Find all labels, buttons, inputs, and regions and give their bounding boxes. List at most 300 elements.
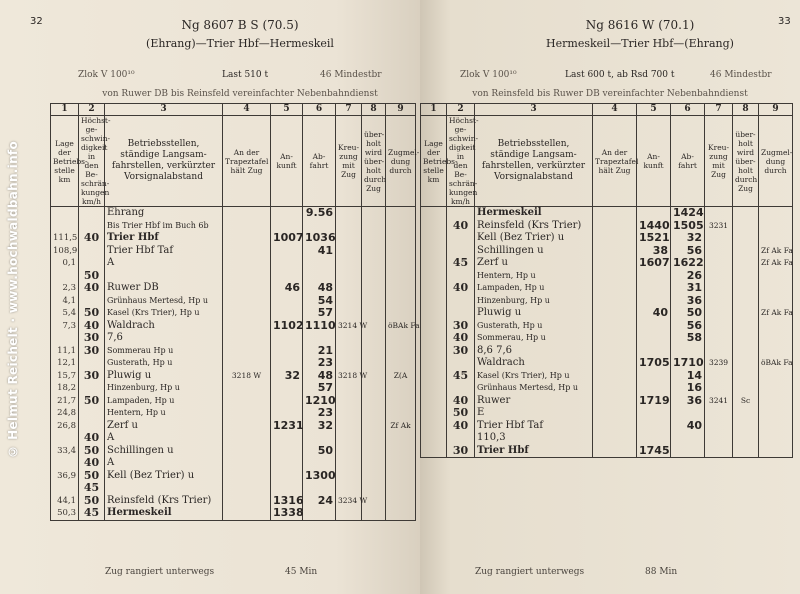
arrival-cell [637,332,671,345]
arrival-cell [637,432,671,445]
speed-cell [79,245,105,258]
crossing-cell [705,270,733,283]
station-cell: Sommerau, Hp u [475,332,593,345]
crossing-cell [705,420,733,433]
report-cell [759,282,793,295]
station-cell: Ruwer [475,395,593,408]
crossing-cell [705,370,733,383]
station-cell: Kell (Bez Trier) u [475,232,593,245]
km-cell [421,332,447,345]
arrival-cell [637,270,671,283]
departure-cell: 54 [303,295,336,308]
km-cell [421,370,447,383]
trapeze-cell [593,207,637,220]
arrival-cell [271,445,303,458]
speed-cell: 40 [447,420,475,433]
station-cell: Lampaden, Hp u [475,282,593,295]
column-header: Ab-fahrt [303,116,336,207]
arrival-cell: 1007 [271,232,303,245]
arrival-cell: 1719 [637,395,671,408]
arrival-cell [271,357,303,370]
trapeze-cell [593,382,637,395]
km-cell [421,245,447,258]
km-cell: 2,3 [51,282,79,295]
crossing-cell [336,445,362,458]
departure-cell: 48 [303,370,336,383]
report-cell [386,407,416,420]
report-cell [386,282,416,295]
trapeze-cell [223,295,271,308]
trapeze-cell [223,320,271,333]
speed-cell [447,307,475,320]
overtake-cell [733,432,759,445]
speed-cell [447,295,475,308]
overtake-cell [733,320,759,333]
column-number: 6 [303,104,336,116]
departure-cell: 36 [671,295,705,308]
arrival-cell [271,407,303,420]
report-cell [386,207,416,220]
overtake-cell [733,282,759,295]
station-cell: 8,6 7,6 [475,345,593,358]
column-header: Lage der Betriebs-stelle km [51,116,79,207]
table-row [421,307,793,320]
station-cell: Schillingen u [105,445,223,458]
km-cell: 4,1 [51,295,79,308]
km-cell: 15,7 [51,370,79,383]
page-number: 32 [30,16,43,27]
departure-cell: 9.56 [303,207,336,220]
departure-cell: 41 [303,245,336,258]
departure-cell: 21 [303,345,336,358]
km-cell [421,232,447,245]
column-header: über-holt wird über-holt durch Zug [362,116,386,207]
brake-percent: 46 Mindestbr [710,70,772,80]
station-cell: Trier Hbf Taf [475,420,593,433]
overtake-cell [362,482,386,495]
service-note: von Ruwer DB bis Reinsfeld vereinfachter Nebenbahndienst [102,89,378,99]
trapeze-cell [593,345,637,358]
table-row [421,432,793,445]
table-row [51,382,416,395]
report-cell: Zf Ak Fa [759,245,793,258]
speed-cell: 40 [79,457,105,470]
overtake-cell [362,470,386,483]
right-page [420,0,800,594]
arrival-cell: 40 [637,307,671,320]
speed-cell: 30 [79,332,105,345]
column-header: An-kunft [271,116,303,207]
station-cell: Reinsfeld (Krs Trier) [105,495,223,508]
crossing-cell [336,407,362,420]
station-cell: Zerf u [475,257,593,270]
watermark [4,10,22,590]
km-cell [421,295,447,308]
km-cell [421,407,447,420]
overtake-cell [733,420,759,433]
trapeze-cell [593,307,637,320]
speed-cell: 40 [447,332,475,345]
km-cell: 18,2 [51,382,79,395]
column-number: 4 [593,104,637,116]
station-cell: Hermeskeil [105,507,223,520]
column-number: 1 [421,104,447,116]
crossing-cell [336,257,362,270]
crossing-cell [336,220,362,233]
report-cell [386,445,416,458]
departure-cell: 1424 [671,207,705,220]
column-number-row [421,104,793,116]
trapeze-cell [593,445,637,458]
train-title: Ng 8616 W (70.1) [585,18,695,32]
report-cell [386,357,416,370]
km-cell: 36,9 [51,470,79,483]
table-row [421,407,793,420]
column-number: 6 [671,104,705,116]
station-cell: Gusterath, Hp u [475,320,593,333]
overtake-cell [733,370,759,383]
report-cell [759,395,793,408]
km-cell: 0,1 [51,257,79,270]
station-cell: Zerf u [105,420,223,433]
speed-cell [79,357,105,370]
table-row [421,270,793,283]
station-cell: Kell (Bez Trier) u [105,470,223,483]
table-row [421,207,793,220]
overtake-cell [733,332,759,345]
footer-note: Zug rangiert unterwegs [105,567,215,577]
km-cell [421,420,447,433]
overtake-cell [362,345,386,358]
km-cell: 5,4 [51,307,79,320]
speed-cell: 40 [79,320,105,333]
overtake-cell [733,445,759,458]
station-cell: Hermeskeil [475,207,593,220]
overtake-cell [362,282,386,295]
table-row [51,495,416,508]
km-cell: 7,3 [51,320,79,333]
column-number: 4 [223,104,271,116]
crossing-cell [705,407,733,420]
speed-cell: 45 [447,257,475,270]
timetable-right [420,103,793,458]
speed-cell: 50 [79,495,105,508]
column-number: 5 [271,104,303,116]
arrival-cell [637,370,671,383]
trapeze-cell [223,457,271,470]
trapeze-cell [223,332,271,345]
crossing-cell [336,420,362,433]
departure-cell: 23 [303,357,336,370]
km-cell: 26,8 [51,420,79,433]
departure-cell [303,507,336,520]
brake-percent: 46 Mindestbr [320,70,382,80]
station-cell: Pluwig u [105,370,223,383]
speed-cell: 50 [79,470,105,483]
station-cell: Hentern, Hp u [105,407,223,420]
report-cell [386,220,416,233]
trapeze-cell [593,232,637,245]
column-number: 9 [386,104,416,116]
report-cell [759,345,793,358]
column-header: Zugmel-dung durch [759,116,793,207]
report-cell [386,232,416,245]
arrival-cell [271,395,303,408]
departure-cell: 56 [671,320,705,333]
report-cell [386,332,416,345]
trapeze-cell [223,432,271,445]
station-cell: Trier Hbf [105,232,223,245]
arrival-cell: 1338 [271,507,303,520]
train-title: Ng 8607 B S (70.5) [181,18,299,32]
speed-cell: 30 [447,345,475,358]
km-cell: 33,4 [51,445,79,458]
speed-cell: 40 [79,232,105,245]
crossing-cell [705,282,733,295]
trapeze-cell [593,257,637,270]
km-cell [51,270,79,283]
overtake-cell [733,345,759,358]
overtake-cell: Sc [733,395,759,408]
table-row [51,482,416,495]
crossing-cell [336,357,362,370]
column-number-row [51,104,416,116]
overtake-cell [362,295,386,308]
arrival-cell [271,332,303,345]
crossing-cell [336,432,362,445]
crossing-cell [336,507,362,520]
column-header: Betriebsstellen, ständige Langsam-fahrstellen, verkürzter Vorsignalabstand [105,116,223,207]
km-cell: 12,1 [51,357,79,370]
report-cell [386,270,416,283]
crossing-cell [705,332,733,345]
trapeze-cell [223,232,271,245]
speed-cell: 40 [447,282,475,295]
column-header: Kreu-zung mit Zug [705,116,733,207]
report-cell [386,382,416,395]
arrival-cell [637,420,671,433]
footer-time: 88 Min [645,567,678,577]
table-row [51,370,416,383]
crossing-cell: 3218 W [336,370,362,383]
page-number: 33 [778,16,791,27]
station-cell: Pluwig u [475,307,593,320]
crossing-cell [705,382,733,395]
station-cell [105,270,223,283]
trapeze-cell [593,420,637,433]
report-cell [759,432,793,445]
crossing-cell [705,307,733,320]
arrival-cell: 1607 [637,257,671,270]
crossing-cell: 3214 W [336,320,362,333]
load: Last 510 t [222,70,269,80]
report-cell [759,382,793,395]
column-header: Lage der Betriebs-stelle km [421,116,447,207]
crossing-cell [336,382,362,395]
trapeze-cell [223,382,271,395]
station-cell: A [105,257,223,270]
report-cell: öBAk Fa [386,320,416,333]
column-header: Höchst-ge-schwin-digkeit in den Be-schrän-kungen km/h [447,116,475,207]
departure-cell: 1110 [303,320,336,333]
table-row [51,232,416,245]
trapeze-cell [593,432,637,445]
table-row [421,395,793,408]
station-cell: Trier Hbf Taf [105,245,223,258]
station-cell: Lampaden, Hp u [105,395,223,408]
station-cell: A [105,432,223,445]
speed-cell [79,207,105,220]
trapeze-cell [593,332,637,345]
crossing-cell [336,232,362,245]
departure-cell: 23 [303,407,336,420]
departure-cell: 58 [671,332,705,345]
table-row [51,345,416,358]
km-cell [421,357,447,370]
crossing-cell [705,432,733,445]
report-cell: Zf Ak Fa [759,257,793,270]
report-cell [386,257,416,270]
overtake-cell [733,407,759,420]
departure-cell [303,332,336,345]
report-cell [386,457,416,470]
departure-cell [671,445,705,458]
table-row [421,295,793,308]
crossing-cell [705,232,733,245]
column-number: 3 [475,104,593,116]
arrival-cell [637,320,671,333]
arrival-cell [637,407,671,420]
overtake-cell [733,220,759,233]
crossing-cell [336,245,362,258]
station-cell: Hinzenburg, Hp u [475,295,593,308]
crossing-cell [336,295,362,308]
table-row [421,320,793,333]
crossing-cell [336,345,362,358]
column-number: 1 [51,104,79,116]
crossing-cell [705,207,733,220]
station-cell: E [475,407,593,420]
trapeze-cell [223,495,271,508]
speed-cell: 40 [447,220,475,233]
report-cell [759,320,793,333]
trapeze-cell [593,282,637,295]
station-cell: Grünhaus Mertesd, Hp u [105,295,223,308]
report-cell [386,345,416,358]
departure-cell [671,407,705,420]
table-row [421,332,793,345]
station-cell: Trier Hbf [475,445,593,458]
departure-cell: 32 [671,232,705,245]
station-cell: 7,6 [105,332,223,345]
km-cell: 50,3 [51,507,79,520]
departure-cell: 32 [303,420,336,433]
table-row [421,382,793,395]
speed-cell [447,382,475,395]
speed-cell [79,382,105,395]
column-header: An der Trapeztafel hält Zug [223,116,271,207]
trapeze-cell [593,407,637,420]
column-header: Betriebsstellen, ständige Langsam-fahrstellen, verkürzter Vorsignalabstand [475,116,593,207]
station-cell: Hentern, Hp u [475,270,593,283]
arrival-cell: 1440 [637,220,671,233]
station-cell: Waldrach [475,357,593,370]
table-row [421,445,793,458]
report-cell [759,207,793,220]
column-number: 2 [447,104,475,116]
km-cell [421,445,447,458]
departure-cell [303,257,336,270]
column-number: 5 [637,104,671,116]
overtake-cell [362,257,386,270]
station-cell: 110,3 [475,432,593,445]
arrival-cell: 1231 [271,420,303,433]
table-row [421,220,793,233]
overtake-cell [733,245,759,258]
trapeze-cell [223,395,271,408]
report-cell [759,270,793,283]
departure-cell: 57 [303,382,336,395]
report-cell [386,432,416,445]
trapeze-cell [593,370,637,383]
trapeze-cell [223,470,271,483]
station-cell: Ehrang [105,207,223,220]
arrival-cell [271,307,303,320]
arrival-cell [271,457,303,470]
speed-cell: 50 [79,395,105,408]
table-row [421,345,793,358]
table-row [421,232,793,245]
km-cell [421,207,447,220]
speed-cell: 30 [79,370,105,383]
trapeze-cell [223,507,271,520]
report-cell: öBAk Fa [759,357,793,370]
departure-cell: 1622 [671,257,705,270]
report-cell [386,295,416,308]
report-cell [759,420,793,433]
trapeze-cell [593,245,637,258]
km-cell [421,432,447,445]
table-row [421,357,793,370]
crossing-cell [336,282,362,295]
crossing-cell: 3234 W [336,495,362,508]
table-row [51,295,416,308]
table-row [51,420,416,433]
column-number: 7 [705,104,733,116]
report-cell [759,407,793,420]
km-cell [421,395,447,408]
km-cell [421,220,447,233]
station-cell: Hinzenburg, Hp u [105,382,223,395]
overtake-cell [362,395,386,408]
speed-cell: 40 [447,395,475,408]
station-cell [105,482,223,495]
column-number: 9 [759,104,793,116]
arrival-cell [271,432,303,445]
km-cell [51,482,79,495]
report-cell [759,220,793,233]
departure-cell [303,457,336,470]
speed-cell: 40 [79,282,105,295]
speed-cell: 50 [447,407,475,420]
overtake-cell [362,232,386,245]
departure-cell: 50 [671,307,705,320]
table-row [51,432,416,445]
speed-cell [79,257,105,270]
trapeze-cell [223,207,271,220]
column-header: Höchst-ge-schwin-digkeit in den Be-schrän-kungen km/h [79,116,105,207]
timetable-body [421,207,793,458]
